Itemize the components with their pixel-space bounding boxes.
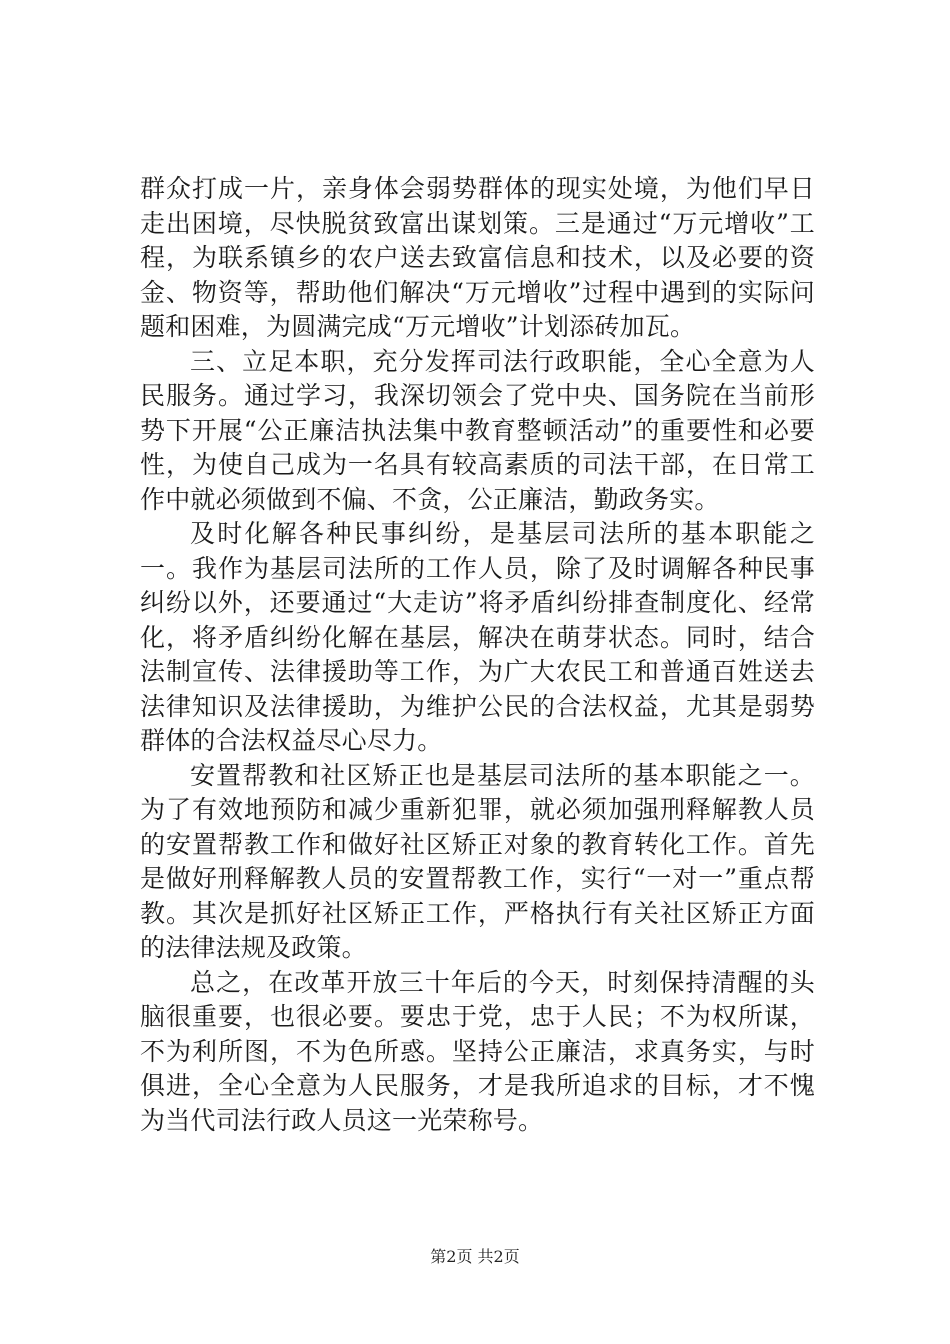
paragraph-3: 及时化解各种民事纠纷，是基层司法所的基本职能之一。我作为基层司法所的工作人员，除了及时调解各种民事纠纷以外，还要通过“大走访”将矛盾纠纷排查制度化、经常化，将矛盾纠纷化解在基层，解决在萌芽状态。同时，结合法制宣传、法律援助等工作，为广大农民工和普通百姓送去法律知识及法律援助，为维护公民的合法权益，尤其是弱势群体的合法权益尽心尽力。 [140, 519, 815, 755]
document-body [140, 172, 815, 1138]
paragraph-2: 三、立足本职，充分发挥司法行政职能，全心全意为人民服务。通过学习，我深切领会了党中央、国务院在当前形势下开展“公正廉洁执法集中教育整顿活动”的重要性和必要性，为使自己成为一名具有较高素质的司法干部，在日常工作中就必须做到不偏、不贪，公正廉洁，勤政务实。 [140, 346, 815, 514]
paragraph-1: 群众打成一片，亲身体会弱势群体的现实处境，为他们早日走出困境，尽快脱贫致富出谋划策。三是通过“万元增收”工程，为联系镇乡的农户送去致富信息和技术，以及必要的资金、物资等，帮助他们解决“万元增收”过程中遇到的实际问题和困难，为圆满完成“万元增收”计划添砖加瓦。 [140, 174, 815, 341]
page-footer: 第2页 共2页 [430, 1247, 520, 1266]
paragraph-4: 安置帮教和社区矫正也是基层司法所的基本职能之一。为了有效地预防和减少重新犯罪，就必须加强刑释解教人员的安置帮教工作和做好社区矫正对象的教育转化工作。首先是做好刑释解教人员的安置帮教工作，实行“一对一”重点帮教。其次是抓好社区矫正工作，严格执行有关社区矫正方面的法律法规及政策。 [140, 760, 815, 962]
paragraph-5: 总之，在改革开放三十年后的今天，时刻保持清醒的头脑很重要，也很必要。要忠于党，忠于人民；不为权所谋，不为利所图，不为色所惑。坚持公正廉洁，求真务实，与时俱进，全心全意为人民服务，才是我所追求的目标，才不愧为当代司法行政人员这一光荣称号。 [140, 967, 815, 1135]
